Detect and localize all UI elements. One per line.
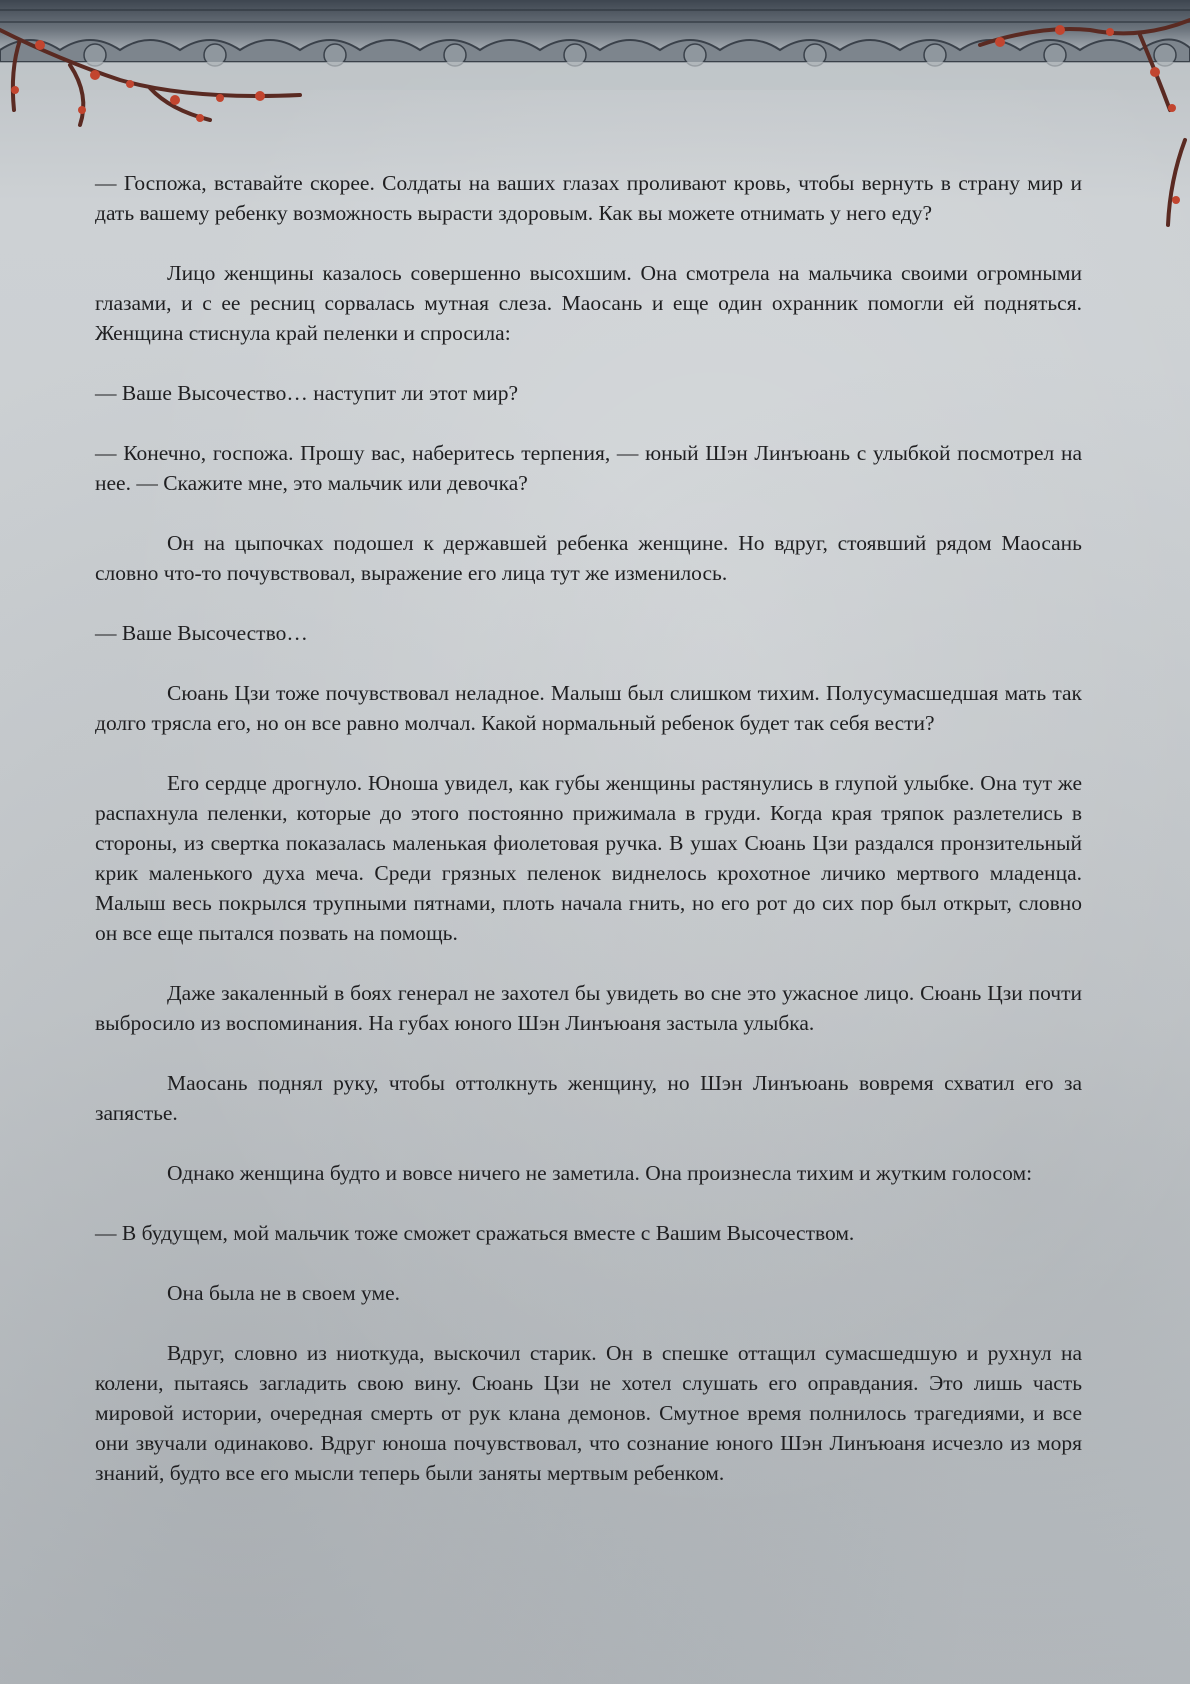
paragraph-8: Его сердце дрогнуло. Юноша увидел, как губы женщины растянулись в глупой улыбке. Она тут же распахнула пеленки, которые до этого постоянно прижимала в груди. Когда края тряпок разлетелись в стороны, из свертка показалась маленькая фиолетовая ручка. В ушах Сюань Цзи раздался пронзительный крик маленького духа меча. Среди грязных пеленок виднелось крохотное личико мертвого младенца. Малыш весь покрылся трупными пятнами, плоть начала гнить, но его рот до сих пор был открыт, словно он все еще пытался позвать на помощь.	[95, 771, 1082, 945]
plum-branch-left	[0, 0, 310, 140]
paragraph-10: Маосань поднял руку, чтобы оттолкнуть женщину, но Шэн Линъюань вовремя схватил его за запястье.	[95, 1071, 1082, 1125]
paragraph-12: — В будущем, мой мальчик тоже сможет сражаться вместе с Вашим Высочеством.	[95, 1221, 855, 1245]
paragraph-5: Он на цыпочках подошел к державшей ребенка женщине. Но вдруг, стоявший рядом Маосань словно что-то почувствовал, выражение его лица тут же изменилось.	[95, 531, 1082, 585]
paragraph-4: — Конечно, госпожа. Прошу вас, наберитесь терпения, — юный Шэн Линъюань с улыбкой посмотрел на нее. — Скажите мне, это мальчик или девочка?	[95, 441, 1082, 495]
paragraph-9: Даже закаленный в боях генерал не захотел бы увидеть во сне это ужасное лицо. Сюань Цзи почти выбросило из воспоминания. На губах юного Шэн Линъюаня застыла улыбка.	[95, 981, 1082, 1035]
text-page	[95, 168, 1082, 1518]
paragraph-11: Однако женщина будто и вовсе ничего не заметила. Она произнесла тихим и жутким голосом:	[167, 1161, 1033, 1185]
paragraph-6: — Ваше Высочество…	[95, 621, 308, 645]
paragraph-13: Она была не в своем уме.	[167, 1281, 401, 1305]
paragraph-7: Сюань Цзи тоже почувствовал неладное. Малыш был слишком тихим. Полусумасшедшая мать так долго трясла его, но он все равно молчал. Какой нормальный ребенок будет так себя вести?	[95, 681, 1082, 735]
paragraph-14: Вдруг, словно из ниоткуда, выскочил старик. Он в спешке оттащил сумасшедшую и рухнул на колени, пытаясь загладить свою вину. Сюань Цзи не хотел слушать его оправдания. Это лишь часть мировой истории, очередная смерть от рук клана демонов. Смутное время полнилось трагедиями, и все они звучали одинаково. Вдруг юноша почувствовал, что сознание юного Шэн Линъюаня исчезло из моря знаний, будто все его мысли теперь были заняты мертвым ребенком.	[95, 1341, 1082, 1485]
paragraph-3: — Ваше Высочество… наступит ли этот мир?	[95, 381, 519, 405]
paragraph-2: Лицо женщины казалось совершенно высохшим. Она смотрела на мальчика своими огромными глазами, и с ее ресниц сорвалась мутная слеза. Маосань и еще один охранник помогли ей подняться. Женщина стиснула край пеленки и спросила:	[95, 261, 1082, 345]
paragraph-1: — Госпожа, вставайте скорее. Солдаты на ваших глазах проливают кровь, чтобы вернуть в страну мир и дать вашему ребенку возможность вырасти здоровым. Как вы можете отнимать у него еду?	[95, 171, 1082, 225]
